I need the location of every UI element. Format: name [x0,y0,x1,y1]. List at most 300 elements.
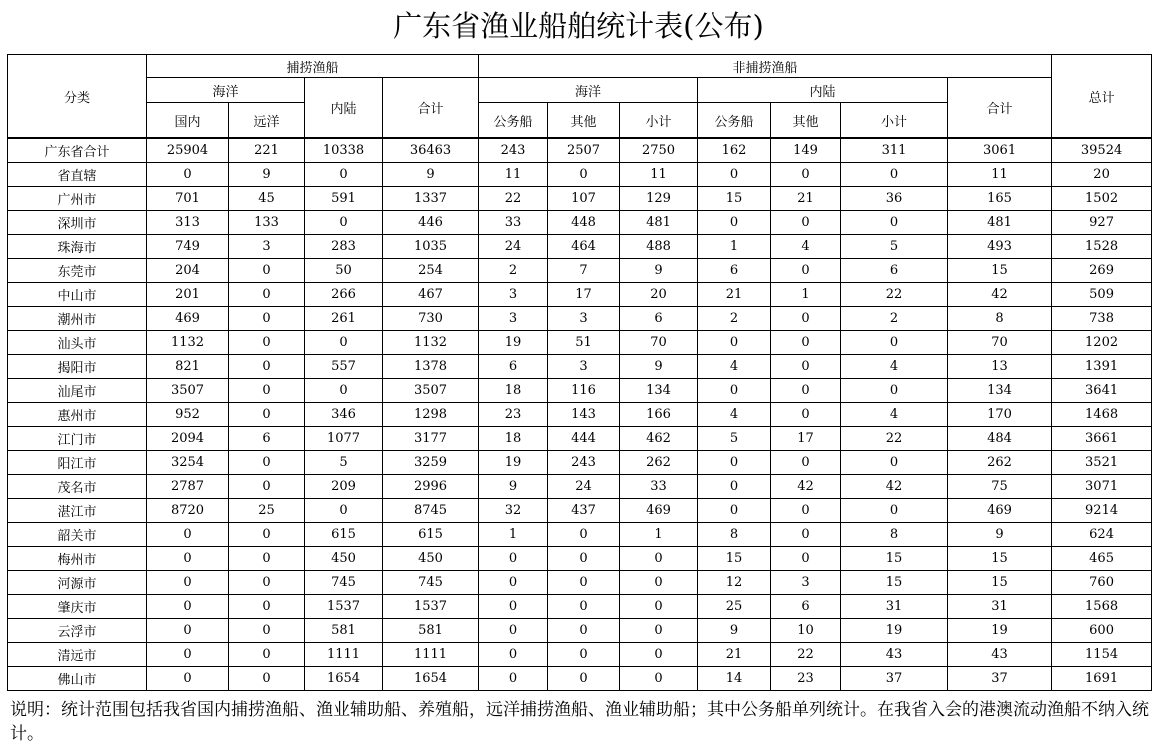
row-label: 东莞市 [8,259,147,283]
table-row [8,547,1152,571]
table-cell: 481 [948,211,1052,235]
table-cell: 1468 [1052,403,1152,427]
table-cell: 0 [771,307,841,331]
table-row [8,331,1152,355]
table-cell: 209 [305,475,383,499]
table-cell: 15 [841,571,948,595]
table-cell: 462 [620,427,698,451]
table-cell: 0 [305,499,383,523]
table-cell: 3661 [1052,427,1152,451]
table-cell: 1132 [383,331,479,355]
table-cell: 0 [479,595,548,619]
table-cell: 615 [383,523,479,547]
table-cell: 6 [771,595,841,619]
header-inland-official: 公务船 [698,103,771,139]
table-cell: 0 [841,163,948,187]
row-label: 省直辖 [8,163,147,187]
table-cell: 0 [548,571,620,595]
table-cell: 3 [479,307,548,331]
table-cell: 7 [548,259,620,283]
table-row [8,571,1152,595]
table-cell: 9 [479,475,548,499]
table-cell: 11 [948,163,1052,187]
table-cell: 25904 [147,138,229,163]
table-cell: 465 [1052,547,1152,571]
table-cell: 1568 [1052,595,1152,619]
table-cell: 0 [771,499,841,523]
table-cell: 261 [305,307,383,331]
table-cell: 43 [841,643,948,667]
table-cell: 488 [620,235,698,259]
table-cell: 1202 [1052,331,1152,355]
table-cell: 0 [229,523,305,547]
header-inland-other: 其他 [771,103,841,139]
table-cell: 0 [771,451,841,475]
table-cell: 3507 [147,379,229,403]
table-cell: 0 [698,451,771,475]
table-cell: 3 [548,355,620,379]
table-cell: 4 [698,355,771,379]
table-cell: 221 [229,138,305,163]
table-cell: 0 [229,403,305,427]
table-cell: 9 [383,163,479,187]
table-cell: 0 [771,259,841,283]
header-ocean-subtotal: 小计 [620,103,698,139]
table-cell: 6 [620,307,698,331]
table-cell: 20 [620,283,698,307]
row-label: 潮州市 [8,307,147,331]
table-cell: 0 [229,451,305,475]
table-cell: 469 [620,499,698,523]
table-cell: 22 [841,427,948,451]
table-cell: 36 [841,187,948,211]
table-cell: 204 [147,259,229,283]
table-cell: 0 [771,355,841,379]
table-cell: 0 [229,619,305,643]
table-cell: 581 [305,619,383,643]
table-cell: 3061 [948,138,1052,163]
table-cell: 24 [548,475,620,499]
table-cell: 149 [771,138,841,163]
row-label: 茂名市 [8,475,147,499]
table-cell: 143 [548,403,620,427]
table-cell: 6 [479,355,548,379]
table-cell: 3507 [383,379,479,403]
table-cell: 31 [948,595,1052,619]
table-cell: 2750 [620,138,698,163]
table-cell: 269 [1052,259,1152,283]
row-label: 中山市 [8,283,147,307]
table-cell: 1537 [305,595,383,619]
table-cell: 1111 [383,643,479,667]
table-cell: 1391 [1052,355,1152,379]
table-cell: 1691 [1052,667,1152,691]
table-cell: 0 [229,379,305,403]
table-cell: 464 [548,235,620,259]
header-catch-inland: 内陆 [305,78,383,139]
table-cell: 0 [305,163,383,187]
row-label: 清远市 [8,643,147,667]
table-cell: 2094 [147,427,229,451]
table-row [8,235,1152,259]
table-row [8,138,1152,163]
table-row [8,475,1152,499]
table-cell: 15 [948,571,1052,595]
table-cell: 10338 [305,138,383,163]
table-cell: 9 [698,619,771,643]
table-cell: 8745 [383,499,479,523]
table-cell: 70 [620,331,698,355]
row-label: 湛江市 [8,499,147,523]
header-distant: 远洋 [229,103,305,139]
table-cell: 1 [771,283,841,307]
table-cell: 3 [479,283,548,307]
table-cell: 33 [620,475,698,499]
table-cell: 15 [698,187,771,211]
table-cell: 3 [548,307,620,331]
table-cell: 133 [229,211,305,235]
table-cell: 0 [841,451,948,475]
table-cell: 600 [1052,619,1152,643]
table-cell: 0 [620,571,698,595]
table-cell: 0 [229,331,305,355]
header-ocean-official: 公务船 [479,103,548,139]
table-row [8,427,1152,451]
row-label: 阳江市 [8,451,147,475]
table-row [8,163,1152,187]
table-cell: 0 [620,619,698,643]
row-label: 汕头市 [8,331,147,355]
table-cell: 5 [305,451,383,475]
header-ocean-other: 其他 [548,103,620,139]
fishing-vessel-table [7,54,1152,691]
table-cell: 45 [229,187,305,211]
table-cell: 0 [841,211,948,235]
table-cell: 23 [479,403,548,427]
table-cell: 730 [383,307,479,331]
table-cell: 0 [147,595,229,619]
table-cell: 19 [841,619,948,643]
table-cell: 493 [948,235,1052,259]
table-cell: 509 [1052,283,1152,307]
table-cell: 0 [147,643,229,667]
table-cell: 3 [229,235,305,259]
table-cell: 243 [548,451,620,475]
table-cell: 0 [479,547,548,571]
table-cell: 469 [147,307,229,331]
table-cell: 0 [698,379,771,403]
table-cell: 37 [841,667,948,691]
table-cell: 243 [479,138,548,163]
table-cell: 4 [771,235,841,259]
row-label: 河源市 [8,571,147,595]
table-cell: 0 [771,163,841,187]
table-cell: 0 [229,259,305,283]
table-cell: 0 [771,379,841,403]
table-cell: 43 [948,643,1052,667]
row-label: 肇庆市 [8,595,147,619]
row-label: 梅州市 [8,547,147,571]
table-cell: 450 [383,547,479,571]
table-cell: 1298 [383,403,479,427]
table-cell: 19 [479,331,548,355]
table-cell: 0 [147,571,229,595]
table-cell: 481 [620,211,698,235]
table-row [8,499,1152,523]
table-cell: 3641 [1052,379,1152,403]
table-cell: 469 [948,499,1052,523]
table-cell: 927 [1052,211,1152,235]
table-cell: 1378 [383,355,479,379]
table-cell: 17 [771,427,841,451]
table-cell: 21 [698,283,771,307]
table-cell: 4 [841,403,948,427]
table-cell: 22 [771,643,841,667]
table-cell: 738 [1052,307,1152,331]
table-cell: 3177 [383,427,479,451]
table-cell: 18 [479,379,548,403]
table-cell: 1077 [305,427,383,451]
table-cell: 0 [698,331,771,355]
table-cell: 9 [620,259,698,283]
table-cell: 0 [841,331,948,355]
table-cell: 25 [229,499,305,523]
table-cell: 1 [620,523,698,547]
table-cell: 437 [548,499,620,523]
table-cell: 9 [620,355,698,379]
row-label: 韶关市 [8,523,147,547]
row-label: 云浮市 [8,619,147,643]
table-cell: 446 [383,211,479,235]
table-cell: 1 [698,235,771,259]
table-cell: 2996 [383,475,479,499]
table-cell: 0 [548,547,620,571]
table-cell: 129 [620,187,698,211]
table-cell: 3521 [1052,451,1152,475]
table-row [8,643,1152,667]
table-row [8,403,1152,427]
table-cell: 701 [147,187,229,211]
table-cell: 2 [479,259,548,283]
table-cell: 8 [948,307,1052,331]
table-cell: 21 [698,643,771,667]
table-cell: 6 [841,259,948,283]
page-title: 广东省渔业船舶统计表(公布) [393,9,764,43]
table-cell: 1 [479,523,548,547]
table-cell: 18 [479,427,548,451]
table-cell: 0 [147,523,229,547]
table-cell: 450 [305,547,383,571]
table-cell: 952 [147,403,229,427]
table-cell: 313 [147,211,229,235]
header-catch-vessels: 捕捞渔船 [147,55,479,78]
table-cell: 346 [305,403,383,427]
table-cell: 15 [948,547,1052,571]
header-inland-subtotal: 小计 [841,103,948,139]
table-cell: 1111 [305,643,383,667]
row-label: 汕尾市 [8,379,147,403]
table-cell: 2787 [147,475,229,499]
table-cell: 15 [698,547,771,571]
table-cell: 11 [620,163,698,187]
table-cell: 0 [841,499,948,523]
table-cell: 0 [771,403,841,427]
table-cell: 3 [771,571,841,595]
table-cell: 0 [548,619,620,643]
table-cell: 557 [305,355,383,379]
table-cell: 9 [229,163,305,187]
table-cell: 283 [305,235,383,259]
table-cell: 9214 [1052,499,1152,523]
table-row [8,211,1152,235]
table-cell: 745 [305,571,383,595]
table-cell: 1654 [305,667,383,691]
table-cell: 5 [841,235,948,259]
row-label: 广东省合计 [8,138,147,163]
table-row [8,619,1152,643]
row-label: 广州市 [8,187,147,211]
table-cell: 0 [479,667,548,691]
row-label: 深圳市 [8,211,147,235]
row-label: 惠州市 [8,403,147,427]
table-cell: 20 [1052,163,1152,187]
header-noncatch-sum: 合计 [948,78,1052,139]
table-cell: 444 [548,427,620,451]
table-cell: 0 [841,379,948,403]
table-cell: 70 [948,331,1052,355]
table-cell: 42 [841,475,948,499]
table-cell: 1337 [383,187,479,211]
table-cell: 11 [479,163,548,187]
table-cell: 0 [479,643,548,667]
header-noncatch-inland: 内陆 [698,78,948,103]
table-cell: 0 [229,595,305,619]
table-cell: 624 [1052,523,1152,547]
table-cell: 75 [948,475,1052,499]
table-cell: 3254 [147,451,229,475]
table-cell: 0 [147,619,229,643]
table-cell: 0 [548,595,620,619]
table-cell: 25 [698,595,771,619]
table-cell: 17 [548,283,620,307]
table-cell: 821 [147,355,229,379]
table-cell: 1537 [383,595,479,619]
table-cell: 448 [548,211,620,235]
table-cell: 0 [229,547,305,571]
header-category: 分类 [8,55,147,139]
table-cell: 4 [698,403,771,427]
table-row [8,259,1152,283]
table-cell: 0 [698,163,771,187]
table-cell: 484 [948,427,1052,451]
table-cell: 760 [1052,571,1152,595]
header-catch-ocean: 海洋 [147,78,305,103]
table-cell: 201 [147,283,229,307]
table-cell: 581 [383,619,479,643]
table-cell: 1502 [1052,187,1152,211]
table-cell: 0 [620,547,698,571]
table-cell: 107 [548,187,620,211]
table-cell: 42 [771,475,841,499]
table-cell: 134 [620,379,698,403]
table-cell: 0 [620,595,698,619]
table-cell: 33 [479,211,548,235]
row-label: 佛山市 [8,667,147,691]
table-cell: 749 [147,235,229,259]
table-row [8,283,1152,307]
table-cell: 591 [305,187,383,211]
table-cell: 23 [771,667,841,691]
table-cell: 15 [948,259,1052,283]
table-cell: 0 [147,547,229,571]
table-cell: 19 [479,451,548,475]
table-cell: 9 [948,523,1052,547]
table-cell: 0 [698,475,771,499]
table-cell: 6 [698,259,771,283]
table-cell: 166 [620,403,698,427]
table-cell: 0 [548,163,620,187]
table-cell: 24 [479,235,548,259]
table-cell: 0 [229,283,305,307]
table-cell: 32 [479,499,548,523]
table-cell: 2 [698,307,771,331]
table-cell: 170 [948,403,1052,427]
header-catch-sum: 合计 [383,78,479,139]
table-row [8,355,1152,379]
table-cell: 13 [948,355,1052,379]
table-cell: 1035 [383,235,479,259]
table-cell: 15 [841,547,948,571]
table-row [8,595,1152,619]
table-body [8,138,1152,691]
table-cell: 8720 [147,499,229,523]
header-domestic: 国内 [147,103,229,139]
table-cell: 31 [841,595,948,619]
table-cell: 21 [771,187,841,211]
table-cell: 50 [305,259,383,283]
table-cell: 0 [548,667,620,691]
table-cell: 266 [305,283,383,307]
table-cell: 0 [305,379,383,403]
table-cell: 0 [698,211,771,235]
table-cell: 467 [383,283,479,307]
table-cell: 1154 [1052,643,1152,667]
table-row [8,379,1152,403]
table-cell: 745 [383,571,479,595]
header-noncatch-vessels: 非捕捞渔船 [479,55,1052,78]
table-cell: 0 [229,307,305,331]
table-cell: 12 [698,571,771,595]
table-cell: 8 [698,523,771,547]
table-cell: 0 [548,523,620,547]
table-cell: 0 [771,211,841,235]
table-cell: 3259 [383,451,479,475]
table-cell: 0 [698,499,771,523]
table-row [8,307,1152,331]
table-cell: 0 [229,571,305,595]
table-cell: 0 [229,475,305,499]
header-grand-total: 总计 [1052,55,1152,139]
table-cell: 0 [620,643,698,667]
table-cell: 22 [479,187,548,211]
table-cell: 0 [305,211,383,235]
table-cell: 10 [771,619,841,643]
table-cell: 0 [229,355,305,379]
table-cell: 1132 [147,331,229,355]
footnote: 说明：统计范围包括我省国内捕捞渔船、渔业辅助船、养殖船，远洋捕捞渔船、渔业辅助船；其中公务船单列统计。在我省入会的港澳流动渔船不纳入统计。 [10,700,1149,744]
table-cell: 0 [771,331,841,355]
table-cell: 1654 [383,667,479,691]
